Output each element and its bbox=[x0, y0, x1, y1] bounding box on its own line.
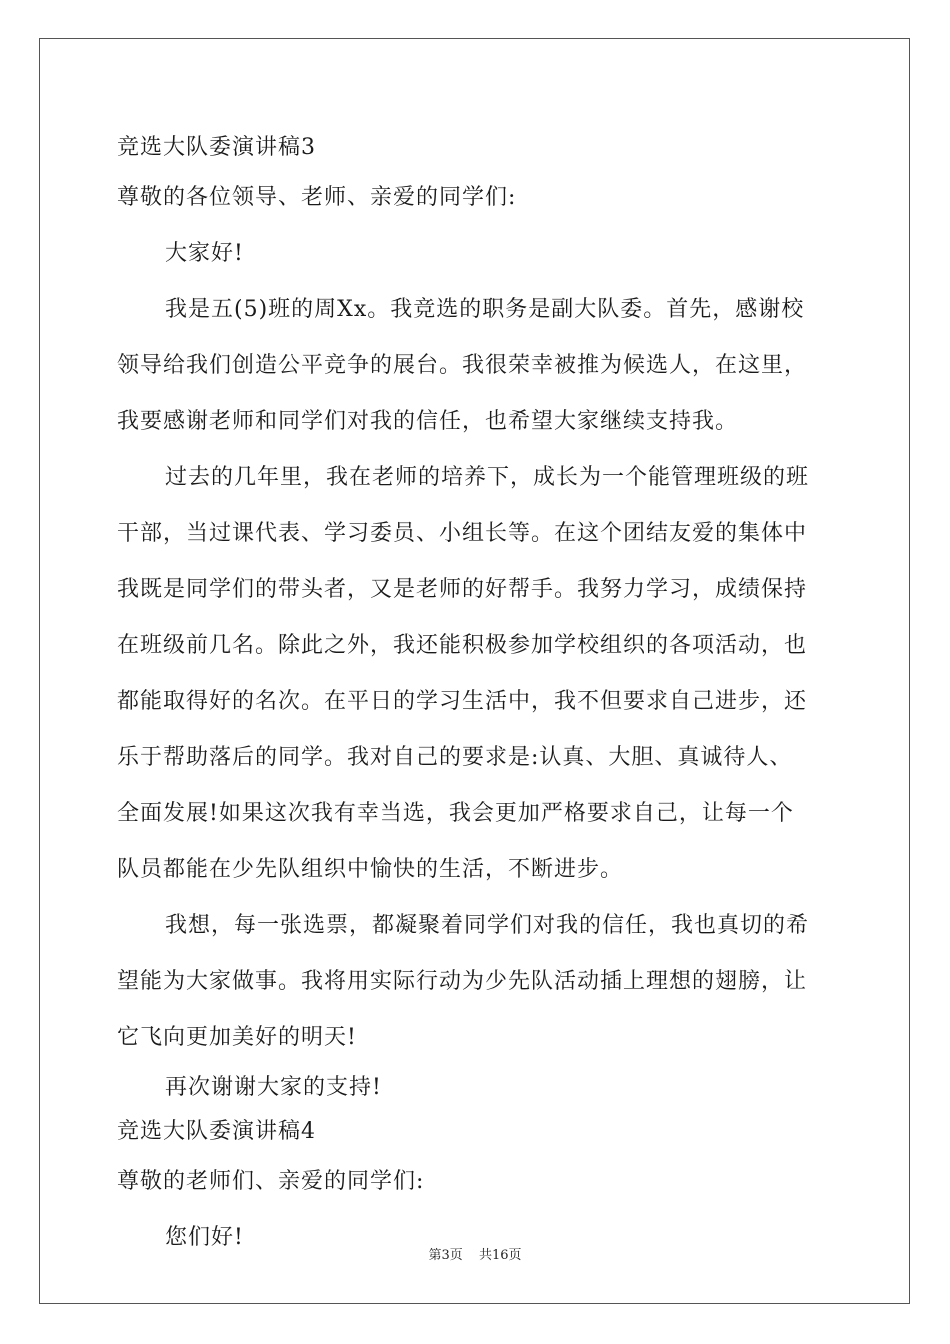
closing-line: 再次谢谢大家的支持! bbox=[165, 1075, 382, 1100]
paragraph-line: 干部，当过课代表、学习委员、小组长等。在这个团结友爱的集体中 bbox=[117, 521, 808, 546]
page-total: 共16页 bbox=[478, 1248, 522, 1263]
greeting-line: 大家好! bbox=[165, 241, 244, 266]
speech-title: 竞选大队委演讲稿4 bbox=[117, 1119, 316, 1144]
paragraph-line: 它飞向更加美好的明天! bbox=[117, 1025, 357, 1050]
salutation: 尊敬的各位领导、老师、亲爱的同学们: bbox=[117, 185, 517, 210]
paragraph-line: 望能为大家做事。我将用实际行动为少先队活动插上理想的翅膀，让 bbox=[117, 969, 808, 994]
paragraph-line: 全面发展!如果这次我有幸当选，我会更加严格要求自己，让每一个 bbox=[117, 801, 794, 826]
paragraph-line: 领导给我们创造公平竞争的展台。我很荣幸被推为候选人，在这里， bbox=[117, 353, 808, 378]
paragraph-line: 我要感谢老师和同学们对我的信任，也希望大家继续支持我。 bbox=[117, 409, 739, 434]
paragraph-line: 我既是同学们的带头者，又是老师的好帮手。我努力学习，成绩保持 bbox=[117, 577, 808, 602]
page-footer bbox=[0, 1244, 950, 1263]
page-number: 第3页 bbox=[428, 1248, 463, 1263]
salutation: 尊敬的老师们、亲爱的同学们: bbox=[117, 1169, 425, 1194]
greeting-line: 您们好! bbox=[165, 1225, 244, 1250]
paragraph-line: 乐于帮助落后的同学。我对自己的要求是:认真、大胆、真诚待人、 bbox=[117, 745, 793, 770]
paragraph-line: 在班级前几名。除此之外，我还能积极参加学校组织的各项活动，也 bbox=[117, 633, 808, 658]
paragraph-line: 我是五(5)班的周Xx。我竞选的职务是副大队委。首先，感谢校 bbox=[165, 297, 805, 322]
document-body bbox=[117, 126, 837, 1266]
paragraph-line: 过去的几年里，我在老师的培养下，成长为一个能管理班级的班 bbox=[165, 465, 810, 490]
paragraph-line: 都能取得好的名次。在平日的学习生活中，我不但要求自己进步，还 bbox=[117, 689, 808, 714]
paragraph-line: 我想，每一张选票，都凝聚着同学们对我的信任，我也真切的希 bbox=[165, 913, 810, 938]
paragraph-line: 队员都能在少先队组织中愉快的生活，不断进步。 bbox=[117, 857, 624, 882]
speech-title: 竞选大队委演讲稿3 bbox=[117, 135, 316, 160]
